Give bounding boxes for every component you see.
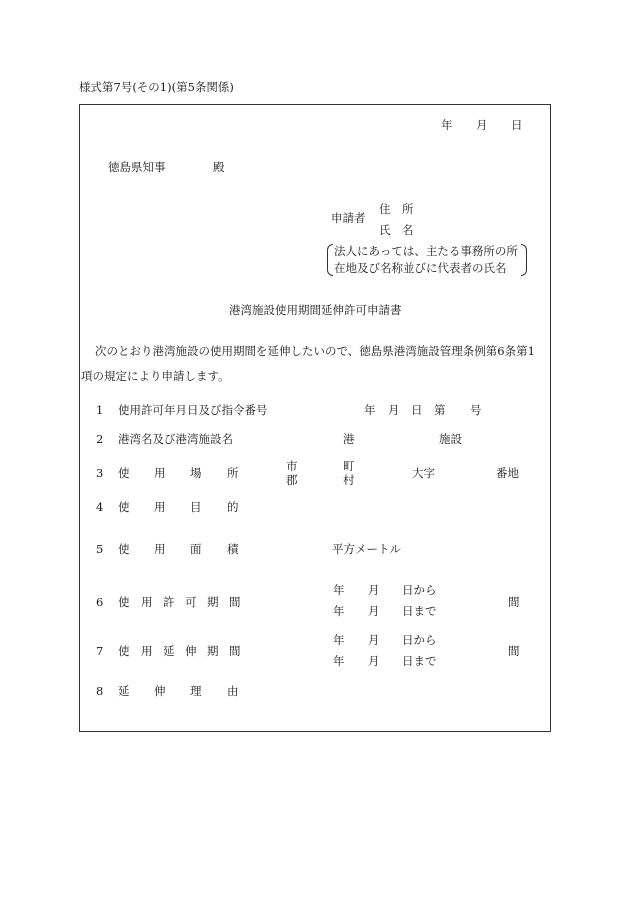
item-7-label-char: 用	[141, 644, 153, 658]
item-7-from-year: 年	[333, 633, 345, 647]
item-5-number: 5	[96, 542, 104, 556]
item-6-label-char: 用	[141, 595, 153, 609]
item-6-label-char: 間	[229, 595, 241, 609]
applicant-note-line1: 法人にあっては、主たる事務所の所	[334, 244, 518, 258]
item-1-no-prefix: 第	[434, 403, 446, 417]
item-5-label-char: 積	[227, 542, 239, 556]
item-7-to-day: 日まで	[402, 654, 437, 668]
date-month: 月	[476, 118, 488, 132]
item-8-number: 8	[96, 684, 104, 698]
item-8-label-char: 延	[118, 684, 130, 698]
item-3-oaza: 大字	[412, 466, 435, 480]
item-8-label-char: 由	[227, 684, 239, 698]
item-2-facility: 施設	[439, 432, 462, 446]
recipient-name: 徳島県知事	[108, 160, 166, 174]
item-4-label-char: 的	[227, 500, 239, 514]
item-3-number: 3	[96, 466, 104, 480]
item-1-no-suffix: 号	[470, 403, 482, 417]
item-8-label-char: 理	[190, 684, 202, 698]
item-7-to-month: 月	[368, 654, 380, 668]
address-label: 住 所	[379, 202, 414, 216]
form-frame	[79, 104, 551, 732]
item-6-to-month: 月	[368, 604, 380, 618]
item-7-number: 7	[96, 644, 104, 658]
date-day: 日	[511, 118, 523, 132]
item-6-label-char: 期	[207, 595, 219, 609]
item-7-span: 間	[508, 644, 520, 658]
item-5-label-char: 面	[190, 542, 202, 556]
item-2-label: 港湾名及び港湾施設名	[118, 432, 233, 446]
document-title: 港湾施設使用期間延伸許可申請書	[229, 303, 402, 317]
item-4-number: 4	[96, 500, 104, 514]
item-6-span: 間	[508, 595, 520, 609]
recipient-honorific: 殿	[213, 160, 225, 174]
item-3-label-char: 使	[118, 466, 130, 480]
item-4-label-char: 目	[190, 500, 202, 514]
item-6-label-char: 使	[118, 595, 130, 609]
name-label: 氏 名	[379, 223, 414, 237]
item-6-to-day: 日まで	[402, 604, 437, 618]
item-5-label-char: 使	[118, 542, 130, 556]
item-8-label-char: 伸	[154, 684, 166, 698]
item-3-label-char: 場	[190, 466, 202, 480]
item-1-day: 日	[411, 403, 423, 417]
item-3-town: 町	[343, 459, 355, 473]
item-3-banchi: 番地	[496, 466, 519, 480]
item-3-city: 市	[286, 459, 298, 473]
applicant-note-line2: 在地及び名称並びに代表者の氏名	[334, 261, 507, 275]
item-7-from-day: 日から	[402, 633, 437, 647]
item-4-label-char: 使	[118, 500, 130, 514]
form-number: 様式第7号(その1)(第5条関係)	[79, 80, 234, 94]
item-6-from-year: 年	[333, 583, 345, 597]
item-4-label-char: 用	[154, 500, 166, 514]
note-bracket-left	[327, 244, 333, 276]
intro-line2: 項の規定により申請します。	[81, 369, 230, 383]
item-7-label-char: 伸	[185, 644, 197, 658]
item-7-to-year: 年	[333, 654, 345, 668]
item-3-gun: 郡	[286, 473, 298, 487]
item-2-port: 港	[343, 432, 355, 446]
item-6-number: 6	[96, 595, 104, 609]
item-1-number: 1	[96, 403, 104, 417]
item-3-label-char: 所	[227, 466, 239, 480]
item-1-year: 年	[364, 403, 376, 417]
item-1-month: 月	[388, 403, 400, 417]
item-7-label-char: 延	[163, 644, 175, 658]
item-3-village: 村	[343, 473, 355, 487]
item-5-label-char: 用	[154, 542, 166, 556]
item-7-label-char: 期	[207, 644, 219, 658]
item-5-unit: 平方メートル	[332, 542, 401, 556]
item-7-label-char: 間	[229, 644, 241, 658]
item-6-from-day: 日から	[402, 583, 437, 597]
item-7-label-char: 使	[118, 644, 130, 658]
item-6-label-char: 可	[185, 595, 197, 609]
date-year: 年	[441, 118, 453, 132]
item-6-to-year: 年	[333, 604, 345, 618]
item-1-label: 使用許可年月日及び指令番号	[118, 403, 268, 417]
applicant-label: 申請者	[331, 211, 366, 225]
intro-line1: 次のとおり港湾施設の使用期間を延伸したいので、徳島県港湾施設管理条例第6条第1	[95, 344, 535, 358]
item-7-from-month: 月	[368, 633, 380, 647]
note-bracket-right	[521, 244, 527, 276]
item-6-from-month: 月	[368, 583, 380, 597]
item-2-number: 2	[96, 432, 104, 446]
item-3-label-char: 用	[154, 466, 166, 480]
item-6-label-char: 許	[163, 595, 175, 609]
